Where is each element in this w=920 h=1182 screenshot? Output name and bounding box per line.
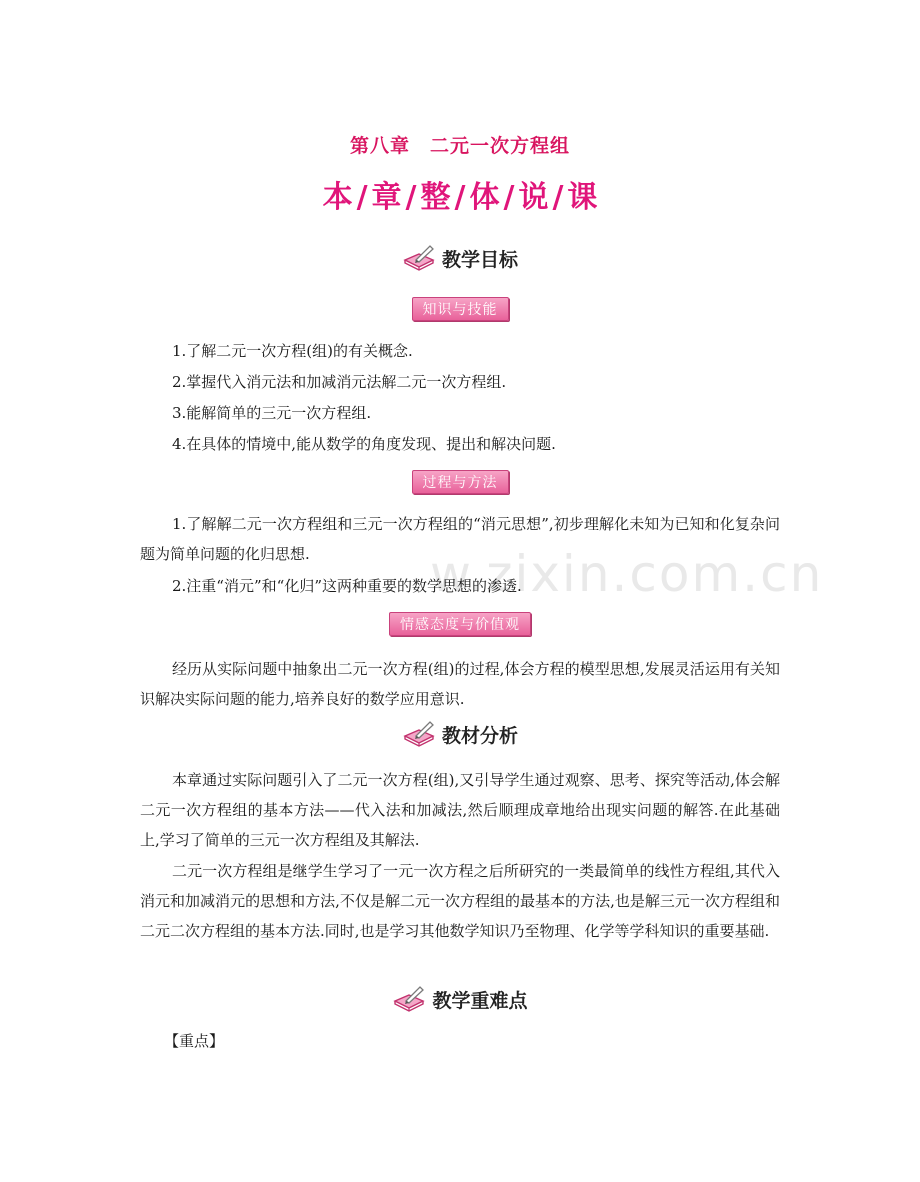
book-pen-icon bbox=[402, 720, 436, 748]
section-title: 教材分析 bbox=[441, 724, 518, 747]
attitude-paragraph: 经历从实际问题中抽象出二元一次方程(组)的过程,体会方程的模型思想,发展灵活运用有关知识解决实际问题的能力,培养良好的数学应用意识. bbox=[140, 660, 780, 708]
section-title: 教学重难点 bbox=[432, 989, 528, 1012]
tag-attitude bbox=[0, 612, 920, 636]
section-goals bbox=[0, 244, 920, 276]
knowledge-item: 4.在具体的情境中,能从数学的角度发现、提出和解决问题. bbox=[172, 435, 556, 453]
section-key-points bbox=[0, 985, 920, 1017]
tag-label: 知识与技能 bbox=[412, 297, 509, 321]
title-separator: / bbox=[552, 180, 564, 215]
tag-label: 过程与方法 bbox=[412, 470, 509, 494]
tag-label: 情感态度与价值观 bbox=[389, 612, 531, 636]
main-title-char: 本 bbox=[322, 180, 353, 215]
tag-knowledge bbox=[0, 297, 920, 321]
title-separator: / bbox=[454, 180, 466, 215]
title-separator: / bbox=[356, 180, 368, 215]
main-title bbox=[0, 172, 920, 216]
process-item: 2.注重“消元”和“化归”这两种重要的数学思想的渗透. bbox=[172, 577, 522, 595]
watermark: w.zixin.com.cn bbox=[430, 545, 824, 603]
title-separator: / bbox=[405, 180, 417, 215]
analysis-paragraph: 二元一次方程组是继学生学习了一元一次方程之后所研究的一类最简单的线性方程组,其代入消元和加减消元的思想和方法,不仅是解二元一次方程组的最基本的方法,也是解三元一次方程组和二元二次方程组的基本方法.同时,也是学习其他数学知识乃至物理、化学等学科知识的重要基础. bbox=[140, 862, 780, 940]
process-item: 1.了解解二元一次方程组和三元一次方程组的“消元思想”,初步理解化未知为已知和化复杂问题为简单问题的化归思想. bbox=[140, 515, 780, 563]
analysis-paragraph: 本章通过实际问题引入了二元一次方程(组),又引导学生通过观察、思考、探究等活动,体会解二元一次方程组的基本方法——代入法和加减法,然后顺理成章地给出现实问题的解答.在此基础上,学习了简单的三元一次方程组及其解法. bbox=[140, 771, 780, 849]
main-title-char: 课 bbox=[567, 180, 598, 215]
knowledge-item: 2.掌握代入消元法和加减消元法解二元一次方程组. bbox=[172, 373, 507, 391]
title-separator: / bbox=[503, 180, 515, 215]
key-label: 【重点】 bbox=[164, 1032, 225, 1050]
knowledge-item: 1.了解二元一次方程(组)的有关概念. bbox=[172, 342, 413, 360]
knowledge-item: 3.能解简单的三元一次方程组. bbox=[172, 404, 372, 422]
main-title-char: 整 bbox=[420, 180, 451, 215]
section-title: 教学目标 bbox=[441, 248, 518, 271]
main-title-char: 说 bbox=[518, 180, 549, 215]
tag-process bbox=[0, 470, 920, 494]
section-analysis bbox=[0, 720, 920, 752]
main-title-char: 体 bbox=[469, 180, 500, 215]
book-pen-icon bbox=[402, 244, 436, 272]
chapter-title: 第八章 二元一次方程组 bbox=[349, 135, 570, 157]
main-title-char: 章 bbox=[371, 180, 402, 215]
book-pen-icon bbox=[392, 985, 426, 1013]
